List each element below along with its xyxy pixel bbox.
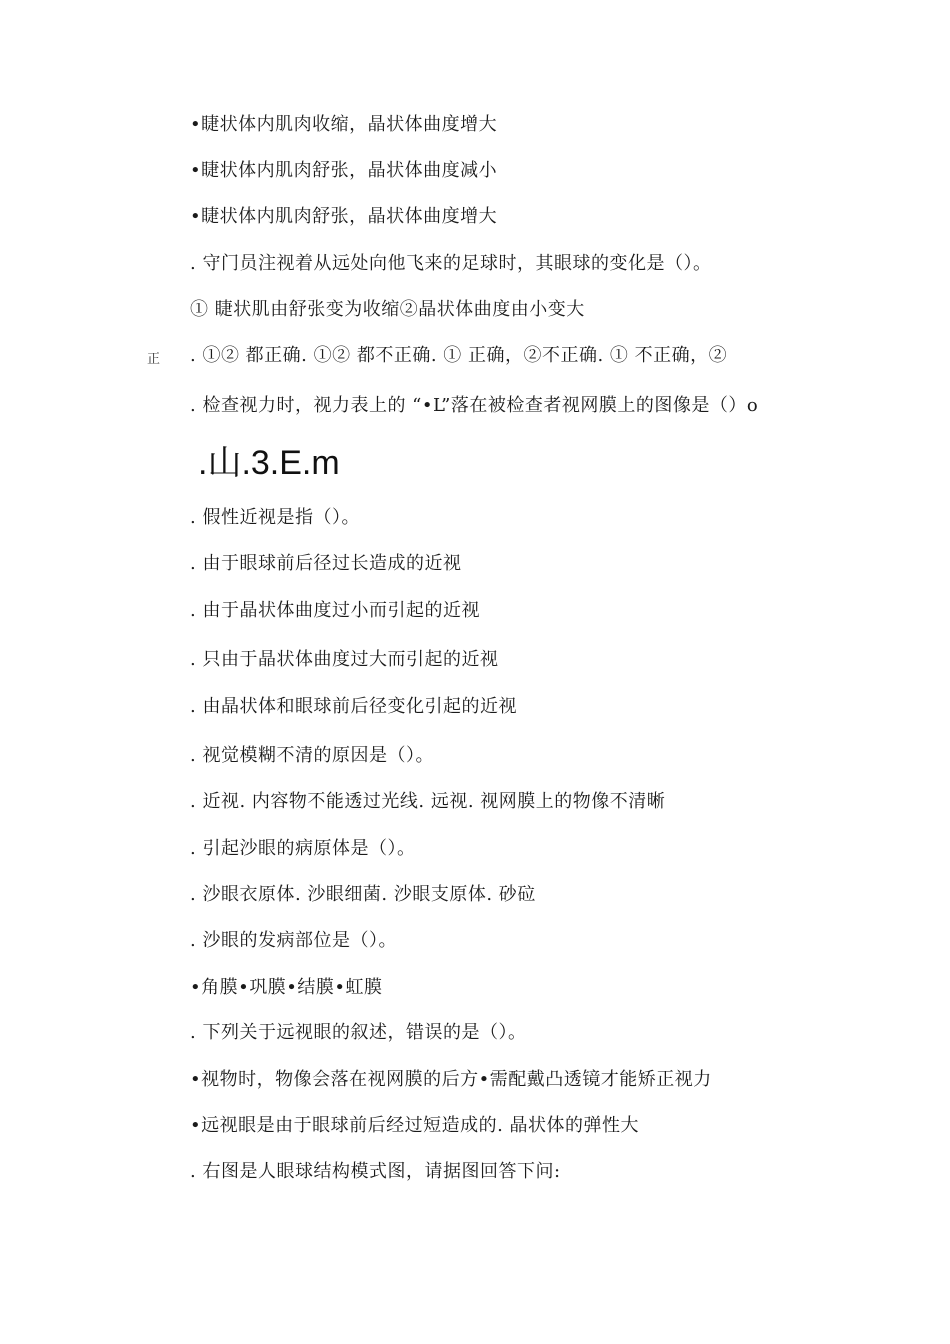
option-line: . 近视. 内容物不能透过光线. 远视. 视网膜上的物像不清晰	[190, 791, 666, 812]
option-line: •远视眼是由于眼球前后经过短造成的. 晶状体的弹性大	[190, 1115, 640, 1136]
question-line: . 检查视力时，视力表上的 “•L”落在被检查者视网膜上的图像是（）o	[190, 395, 759, 416]
option-line: •睫状体内肌肉收缩，晶状体曲度增大	[190, 114, 498, 135]
question-line: . 引起沙眼的病原体是（）。	[190, 838, 416, 859]
option-line: . 由晶状体和眼球前后径变化引起的近视	[190, 696, 517, 717]
question-line: . 守门员注视着从远处向他飞来的足球时，其眼球的变化是（）。	[190, 253, 712, 274]
margin-mark: 正	[147, 352, 161, 367]
option-line: . 只由于晶状体曲度过大而引起的近视	[190, 649, 499, 670]
question-line: . 视觉模糊不清的原因是（）。	[190, 745, 434, 766]
image-options: .山.3.E.m	[198, 444, 340, 482]
option-line: . 由于眼球前后径过长造成的近视	[190, 553, 462, 574]
option-line: . ①② 都正确. ①② 都不正确. ① 正确，②不正确. ① 不正确，②	[190, 345, 728, 366]
option-line: . 沙眼衣原体. 沙眼细菌. 沙眼支原体. 砂砬	[190, 884, 536, 905]
option-line: •睫状体内肌肉舒张，晶状体曲度增大	[190, 206, 498, 227]
option-line: •视物时，物像会落在视网膜的后方•需配戴凸透镜才能矫正视力	[190, 1069, 712, 1090]
option-line: •角膜•巩膜•结膜•虹膜	[190, 977, 383, 998]
statement-line: ① 睫状肌由舒张变为收缩②晶状体曲度由小变大	[190, 299, 585, 320]
question-line: . 沙眼的发病部位是（）。	[190, 930, 397, 951]
question-line: . 右图是人眼球结构模式图，请据图回答下问:	[190, 1161, 561, 1182]
option-line: •睫状体内肌肉舒张，晶状体曲度减小	[190, 160, 498, 181]
question-line: . 假性近视是指（）。	[190, 507, 360, 528]
option-line: . 由于晶状体曲度过小而引起的近视	[190, 600, 480, 621]
question-line: . 下列关于远视眼的叙述，错误的是（）。	[190, 1022, 527, 1043]
